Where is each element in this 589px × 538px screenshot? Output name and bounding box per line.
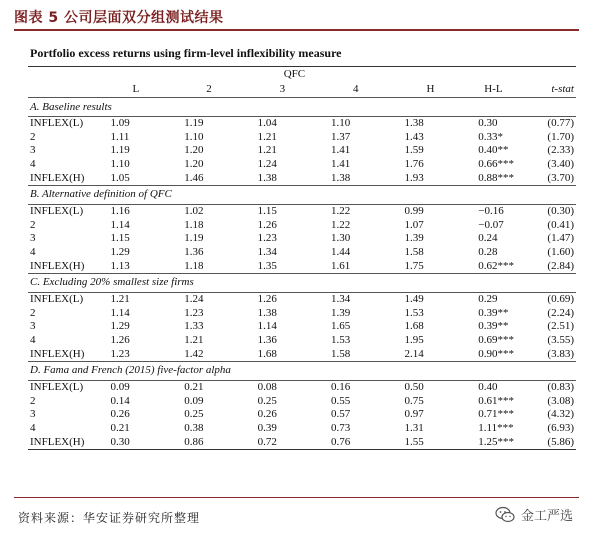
cell-3: 0.39 (257, 421, 277, 434)
cell-2: 1.18 (184, 259, 204, 272)
cell-l: 0.30 (111, 435, 185, 449)
source-note: 资料来源：华安证券研究所整理 (18, 511, 201, 525)
cell-2: 0.86 (184, 435, 257, 449)
cell-tstat: (3.70) (547, 171, 574, 184)
cell-l: 1.19 (110, 144, 130, 157)
cell-l: 1.09 (111, 117, 185, 131)
cell-h: 1.53 (404, 306, 424, 319)
table-row (28, 395, 576, 409)
cell-tstat: (0.83) (547, 381, 574, 394)
table-row (28, 307, 576, 321)
row-label: 4 (30, 421, 36, 434)
cell-h: 0.99 (404, 204, 478, 218)
cell-hl: −0.07 (478, 218, 504, 231)
cell-hl: 0.62*** (478, 259, 515, 272)
cell-4: 1.30 (331, 232, 351, 245)
col-header-tstat: t-stat (551, 82, 574, 95)
cell-4: 1.22 (331, 218, 351, 231)
cell-tstat: (1.70) (547, 130, 574, 143)
cell-tstat: (2.84) (547, 259, 574, 272)
cell-tstat: (0.77) (547, 117, 574, 130)
cell-4: 0.55 (331, 394, 351, 407)
cell-tstat: (1.60) (547, 246, 574, 259)
row-label: 2 (30, 218, 36, 231)
cell-h: 0.50 (404, 380, 478, 394)
cell-4: 1.37 (331, 130, 351, 143)
cell-3: 0.08 (258, 380, 331, 394)
cell-tstat: (5.86) (547, 435, 574, 448)
row-label: 3 (30, 408, 36, 421)
cell-2: 1.19 (184, 232, 204, 245)
cell-2: 0.38 (184, 421, 204, 434)
cell-4: 0.76 (331, 435, 404, 449)
cell-h: 1.39 (404, 232, 424, 245)
cell-3: 1.04 (258, 117, 331, 131)
cell-4: 1.22 (331, 204, 404, 218)
table-row (28, 144, 576, 158)
cell-h: 0.75 (404, 394, 424, 407)
cell-hl: 1.25*** (478, 435, 547, 449)
table-row (28, 219, 576, 233)
table-row (28, 320, 576, 334)
row-label: 4 (30, 334, 36, 347)
cell-hl: 0.69*** (478, 334, 515, 347)
cell-h: 0.97 (404, 408, 424, 421)
cell-2: 1.02 (184, 204, 257, 218)
cell-3: 0.25 (257, 394, 277, 407)
cell-2: 1.18 (184, 218, 204, 231)
cell-h: 1.75 (404, 259, 424, 272)
cell-2: 1.36 (184, 246, 204, 259)
cell-hl: −0.16 (478, 204, 547, 218)
watermark (495, 505, 573, 524)
cell-hl: 0.39** (478, 306, 509, 319)
cell-2: 1.23 (184, 306, 204, 319)
row-label: 2 (30, 306, 36, 319)
cell-l: 1.05 (110, 171, 130, 184)
cell-3: 1.34 (257, 246, 277, 259)
cell-l: 1.29 (110, 246, 130, 259)
cell-tstat: (0.69) (547, 293, 574, 306)
cell-h: 1.55 (404, 435, 478, 449)
section-title: A. Baseline results (28, 98, 576, 117)
col-header-l: L (132, 82, 140, 95)
cell-3: 1.38 (257, 306, 277, 319)
cell-tstat: (2.24) (547, 306, 574, 319)
footer-rule (14, 497, 579, 498)
row-label: 4 (30, 246, 36, 259)
cell-tstat: (3.40) (547, 158, 574, 171)
figure-title: 图表 5 公司层面双分组测试结果 (14, 10, 224, 26)
wechat-icon (495, 506, 515, 524)
cell-l: 1.14 (110, 218, 130, 231)
section-title: C. Excluding 20% smallest size firms (28, 273, 576, 292)
cell-hl: 0.40 (478, 380, 547, 394)
cell-l: 1.11 (110, 130, 130, 143)
row-label: 3 (30, 320, 36, 333)
cell-h: 1.58 (404, 246, 424, 259)
cell-h: 1.31 (404, 421, 424, 434)
col-header-2: 2 (206, 82, 212, 95)
table-row (28, 408, 576, 422)
row-label: INFLEX(L) (28, 292, 111, 306)
cell-2: 1.46 (184, 171, 204, 184)
cell-3: 1.26 (257, 218, 277, 231)
cell-hl: 0.30 (478, 117, 547, 131)
section-title: B. Alternative definition of QFC (28, 185, 576, 204)
cell-4: 1.39 (331, 306, 351, 319)
cell-3: 1.15 (258, 204, 331, 218)
cell-l: 1.23 (110, 347, 130, 360)
cell-h: 1.93 (404, 171, 424, 184)
cell-l: 1.10 (110, 158, 130, 171)
row-label: 3 (30, 232, 36, 245)
cell-2: 1.20 (184, 144, 204, 157)
cell-4: 1.61 (331, 259, 351, 272)
table-row (28, 204, 576, 218)
table-title: Portfolio excess returns using firm-level inflexibility measure (30, 46, 342, 60)
row-label: INFLEX(H) (30, 259, 85, 272)
cell-tstat: (3.83) (547, 347, 574, 360)
cell-3: 1.23 (257, 232, 277, 245)
cell-hl: 0.39** (478, 320, 509, 333)
cell-3: 1.38 (257, 171, 277, 184)
cell-2: 0.25 (184, 408, 204, 421)
row-label: INFLEX(L) (28, 117, 111, 131)
table-row (28, 292, 576, 306)
cell-3: 1.14 (257, 320, 277, 333)
cell-2: 1.21 (184, 334, 204, 347)
cell-h: 2.14 (404, 347, 424, 360)
cell-4: 0.57 (331, 408, 351, 421)
title-rule (14, 29, 579, 31)
cell-l: 1.14 (110, 306, 130, 319)
cell-3: 0.72 (258, 435, 331, 449)
cell-h: 1.43 (404, 130, 424, 143)
cell-tstat: (3.55) (547, 334, 574, 347)
cell-tstat: (4.32) (547, 408, 574, 421)
table-row (28, 158, 576, 172)
cell-4: 1.38 (331, 171, 351, 184)
cell-tstat: (0.30) (547, 205, 574, 218)
row-label: 2 (30, 130, 36, 143)
cell-l: 1.13 (110, 259, 130, 272)
table-row (28, 334, 576, 348)
row-label: INFLEX(L) (28, 204, 111, 218)
cell-4: 1.65 (331, 320, 351, 333)
table-row (28, 171, 576, 185)
table-row (28, 435, 576, 449)
section-title: D. Fama and French (2015) five-factor alpha (28, 361, 576, 380)
cell-tstat: (6.93) (547, 421, 574, 434)
cell-l: 1.21 (111, 292, 185, 306)
cell-l: 1.26 (110, 334, 130, 347)
cell-tstat: (3.08) (547, 394, 574, 407)
cell-4: 1.53 (331, 334, 351, 347)
table-row (28, 131, 576, 145)
table-row (28, 422, 576, 436)
cell-2: 1.20 (184, 158, 204, 171)
cell-l: 1.29 (110, 320, 130, 333)
table-row (28, 232, 576, 246)
cell-hl: 0.40** (478, 144, 509, 157)
cell-4: 1.44 (331, 246, 351, 259)
cell-4: 1.34 (331, 292, 404, 306)
cell-hl: 0.29 (478, 292, 547, 306)
cell-3: 1.68 (257, 347, 277, 360)
cell-3: 1.26 (258, 292, 331, 306)
cell-4: 0.16 (331, 380, 404, 394)
row-label: 2 (30, 394, 36, 407)
qfc-group-header: QFC (111, 67, 479, 82)
row-label: INFLEX(H) (30, 171, 85, 184)
cell-l: 0.09 (111, 380, 185, 394)
cell-2: 0.09 (184, 394, 204, 407)
cell-h: 1.59 (404, 144, 424, 157)
cell-h: 1.95 (404, 334, 424, 347)
cell-hl: 0.61*** (478, 394, 515, 407)
watermark-text: 金工严选 (520, 509, 573, 524)
cell-hl: 1.11*** (478, 421, 514, 434)
cell-l: 0.26 (110, 408, 130, 421)
cell-tstat: (2.51) (547, 320, 574, 333)
cell-4: 1.41 (331, 158, 351, 171)
cell-tstat: (0.41) (547, 218, 574, 231)
cell-2: 1.33 (184, 320, 204, 333)
row-label: INFLEX(H) (30, 347, 85, 360)
cell-h: 1.76 (404, 158, 424, 171)
table-row (28, 246, 576, 260)
cell-hl: 0.71*** (478, 408, 515, 421)
cell-hl: 0.28 (478, 246, 498, 259)
cell-hl: 0.88*** (478, 171, 515, 184)
cell-2: 1.10 (184, 130, 204, 143)
cell-l: 0.14 (110, 394, 130, 407)
cell-hl: 0.33* (478, 130, 504, 143)
cell-hl: 0.90*** (478, 347, 515, 360)
cell-l: 1.16 (111, 204, 185, 218)
table-row (28, 117, 576, 131)
cell-3: 1.36 (257, 334, 277, 347)
col-header-hl: H-L (484, 82, 503, 95)
col-header-h: H (426, 82, 435, 95)
cell-3: 1.21 (257, 130, 277, 143)
cell-3: 0.26 (257, 408, 277, 421)
cell-3: 1.35 (257, 259, 277, 272)
cell-4: 1.10 (331, 117, 404, 131)
table-row (28, 380, 576, 394)
cell-l: 0.21 (110, 421, 130, 434)
cell-tstat: (2.33) (547, 144, 574, 157)
row-label: INFLEX(H) (28, 435, 111, 449)
cell-hl: 0.66*** (478, 158, 515, 171)
cell-3: 1.24 (257, 158, 277, 171)
cell-4: 1.58 (331, 347, 351, 360)
results-table (28, 66, 576, 450)
cell-3: 1.21 (257, 144, 277, 157)
row-label: 4 (30, 158, 36, 171)
cell-2: 1.42 (184, 347, 204, 360)
cell-h: 1.07 (404, 218, 424, 231)
cell-tstat: (1.47) (547, 232, 574, 245)
col-header-3: 3 (279, 82, 286, 95)
cell-h: 1.38 (404, 117, 478, 131)
cell-hl: 0.24 (478, 232, 498, 245)
cell-4: 1.41 (331, 144, 351, 157)
table-row (28, 259, 576, 273)
cell-2: 1.19 (184, 117, 257, 131)
table-row (28, 347, 576, 361)
cell-h: 1.49 (404, 292, 478, 306)
row-label: 3 (30, 144, 36, 157)
cell-l: 1.15 (110, 232, 130, 245)
cell-h: 1.68 (404, 320, 424, 333)
cell-2: 0.21 (184, 380, 257, 394)
cell-2: 1.24 (184, 292, 257, 306)
row-label: INFLEX(L) (28, 380, 111, 394)
cell-4: 0.73 (331, 421, 351, 434)
col-header-4: 4 (353, 82, 359, 95)
col-header-label (28, 81, 111, 98)
